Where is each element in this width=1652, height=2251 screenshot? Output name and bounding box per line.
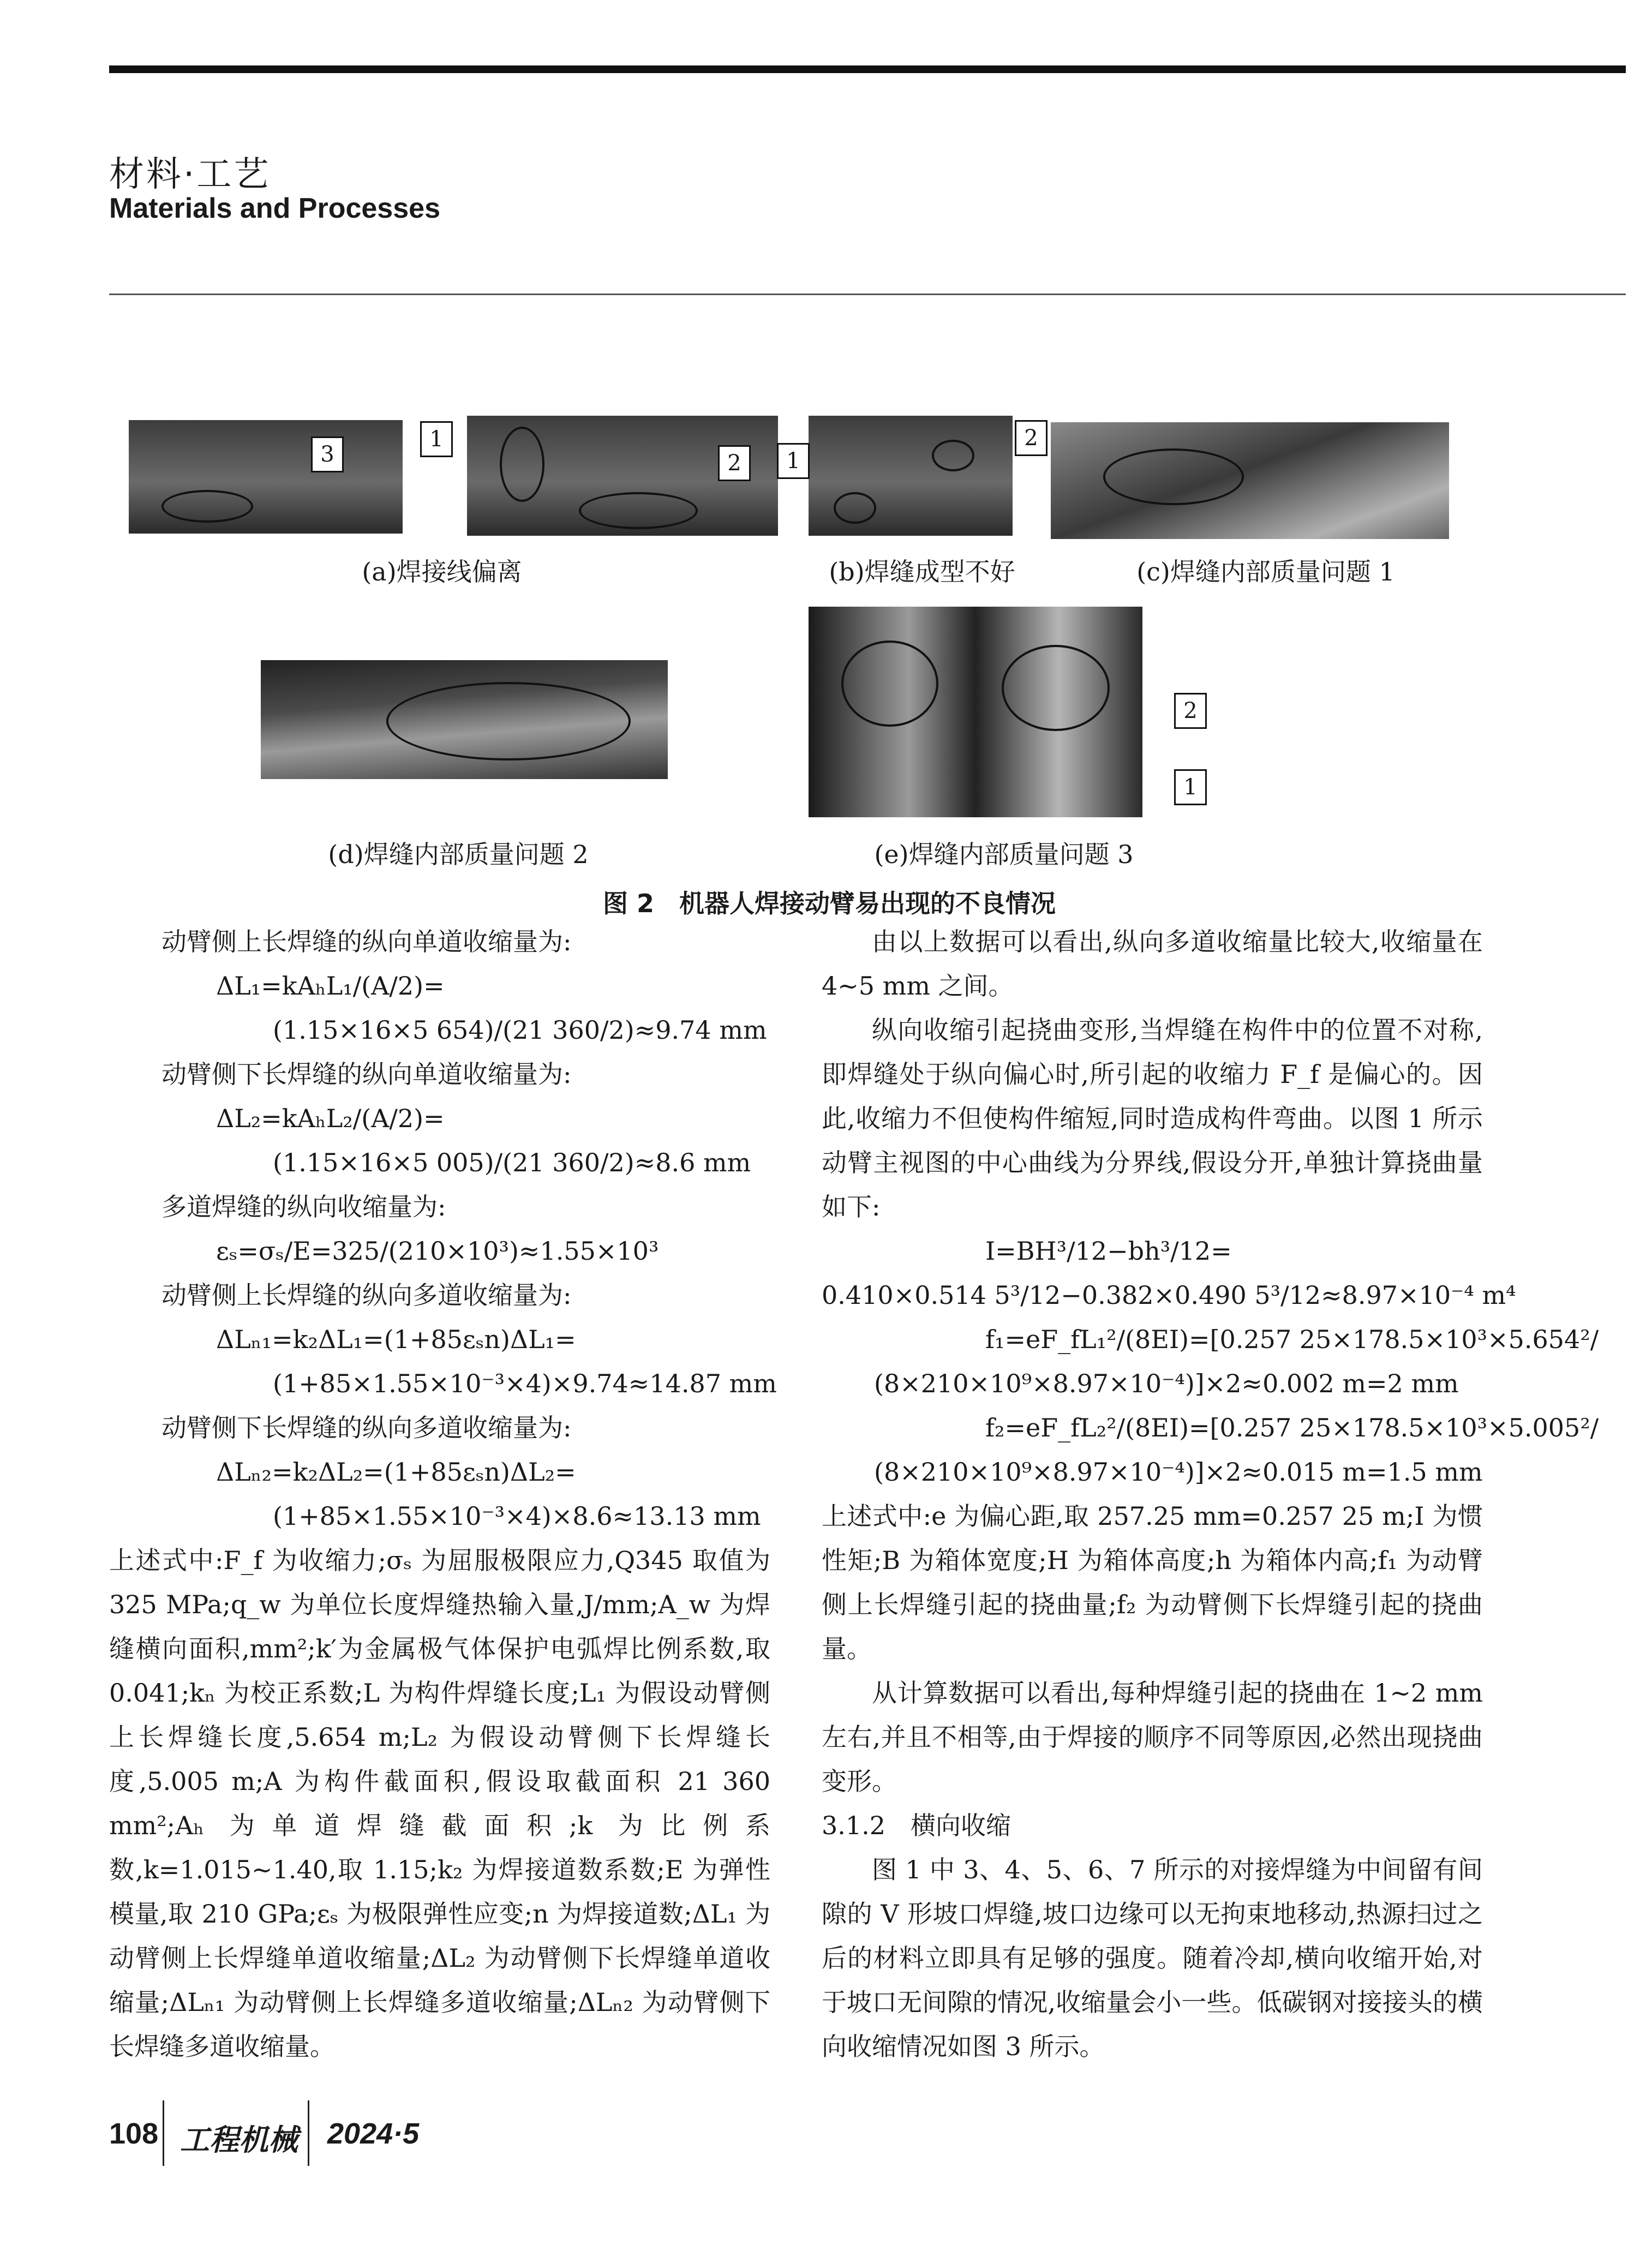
text-line: (1.15×16×5 654)/(21 360/2)≈9.74 mm [273,1015,767,1045]
section-title-en: Materials and Processes [109,193,440,224]
text-line: 从计算数据可以看出,每种焊缝引起的挠曲在 1~2 mm 左右,并且不相等,由于焊接的顺序不同等原因,必然出现挠曲变形。 [822,1678,1483,1796]
callout-1: 1 [420,421,453,457]
text-line: 动臂侧上长焊缝的纵向多道收缩量为: [161,1280,572,1310]
footer-separator [308,2100,309,2166]
text-line: 上述式中:e 为偏心距,取 257.25 mm=0.257 25 m;I 为惯性矩;B 为箱体宽度;H 为箱体高度;h 为箱体内高;f₁ 为动臂侧上长焊缝引起的挠曲量;f₂ 为动臂侧下长焊缝引起的挠曲量。 [822,1501,1483,1663]
text-line: (1+85×1.55×10⁻³×4)×9.74≈14.87 mm [273,1369,777,1398]
caption-e: (e)焊缝内部质量问题 3 [874,840,1134,869]
photo-b [809,416,1013,536]
text-line: εₛ=σₛ/E=325/(210×10³)≈1.55×10³ [216,1236,659,1266]
text-line: ΔL₂=kAₕL₂/(A/2)= [216,1104,445,1133]
text-line: f₁=eF_fL₁²/(8EI)=[0.257 25×178.5×10³×5.654²/ [985,1325,1599,1354]
text-line: (8×210×10⁹×8.97×10⁻⁴)]×2≈0.002 m=2 mm [874,1369,1459,1398]
caption-a: (a)焊接线偏离 [362,557,522,586]
photo-e [809,607,1142,817]
text-line: 上述式中:F_f 为收缩力;σₛ 为屈服极限应力,Q345 取值为 325 MPa;q_w 为单位长度焊缝热输入量,J/mm;A_w 为焊缝横向面积,mm²;k′为金属极气体保护电弧焊比例系数,取 0.041;kₙ 为校正系数;L 为构件焊缝长度;L₁ 为假设动臂侧上长焊缝长度,5.654 m;L₂ 为假设动臂侧下长焊缝长度,5.005 m;A 为构件截面积,假设取截面积 21 360 mm²;Aₕ 为单道焊缝截面积;k 为比例系数,k=1.015~1.40,取 1.15;k₂ 为焊接道数系数;E 为弹性模量,取 210 GPa;εₛ 为极限弹性应变;n 为焊接道数;ΔL₁ 为动臂侧上长焊缝单道收缩量;ΔL₂ 为动臂侧下长焊缝单道收缩量;ΔLₙ₁ 为动臂侧上长焊缝多道收缩量;ΔLₙ₂ 为动臂侧下长焊缝多道收缩量。 [109,1546,770,2061]
page-number: 108 [109,2117,159,2150]
caption-c: (c)焊缝内部质量问题 1 [1136,557,1395,586]
text-line: 动臂侧上长焊缝的纵向单道收缩量为: [161,927,572,956]
text-line: ΔL₁=kAₕL₁/(A/2)= [216,971,445,1001]
caption-b: (b)焊缝成型不好 [829,557,1015,586]
figure-title: 图 2 机器人焊接动臂易出现的不良情况 [602,889,1056,918]
text-line: 图 1 中 3、4、5、6、7 所示的对接焊缝为中间留有间隙的 V 形坡口焊缝,坡口边缘可以无拘束地移动,热源扫过之后的材料立即具有足够的强度。随着冷却,横向收缩开始,对于坡口无间隙的情况,收缩量会小一些。低碳钢对接接头的横向收缩情况如图 3 所示。 [822,1855,1483,2061]
text-line: ΔLₙ₂=k₂ΔL₂=(1+85εₛn)ΔL₂= [216,1457,576,1487]
issue-number: 2024·5 [327,2117,420,2150]
callout-2: 2 [1015,420,1048,456]
photo-a-left [129,420,403,534]
text-line: 多道焊缝的纵向收缩量为: [161,1192,446,1222]
text-line: 动臂侧下长焊缝的纵向多道收缩量为: [161,1413,572,1442]
photo-d [261,660,668,779]
text-line: f₂=eF_fL₂²/(8EI)=[0.257 25×178.5×10³×5.005²/ [985,1413,1599,1442]
text-line: 动臂侧下长焊缝的纵向单道收缩量为: [161,1059,572,1089]
text-line: (1.15×16×5 005)/(21 360/2)≈8.6 mm [273,1148,751,1177]
text-line: 纵向收缩引起挠曲变形,当焊缝在构件中的位置不对称,即焊缝处于纵向偏心时,所引起的收缩力 F_f 是偏心的。因此,收缩力不但使构件缩短,同时造成构件弯曲。以图 1 所示动臂主视图的中心曲线为分界线,假设分开,单独计算挠曲量如下: [822,1015,1483,1222]
text-line: 3.1.2 横向收缩 [822,1811,1011,1840]
left-column [109,920,777,2069]
text-line: 由以上数据可以看出,纵向多道收缩量比较大,收缩量在 4~5 mm 之间。 [822,927,1483,1001]
callout-2: 2 [718,445,751,481]
section-title-cn: 材料·工艺 [109,154,271,195]
text-line: 0.410×0.514 5³/12−0.382×0.490 5³/12≈8.97×10⁻⁴ m⁴ [822,1280,1516,1310]
caption-d: (d)焊缝内部质量问题 2 [328,840,589,869]
text-line: (8×210×10⁹×8.97×10⁻⁴)]×2≈0.015 m=1.5 mm [874,1457,1483,1487]
header-rule [109,65,1626,73]
header-divider [109,294,1626,295]
photo-c [1051,422,1449,539]
right-column [822,920,1599,2069]
callout-1: 1 [1174,769,1207,805]
callout-3: 3 [311,436,344,472]
text-line: (1+85×1.55×10⁻³×4)×8.6≈13.13 mm [273,1501,761,1531]
callout-1: 1 [777,443,810,479]
journal-name: 工程机械 [180,2122,298,2157]
text-line: ΔLₙ₁=k₂ΔL₁=(1+85εₛn)ΔL₁= [216,1325,576,1354]
callout-2: 2 [1174,693,1207,729]
footer-separator [163,2100,164,2166]
text-line: I=BH³/12−bh³/12= [985,1236,1232,1266]
